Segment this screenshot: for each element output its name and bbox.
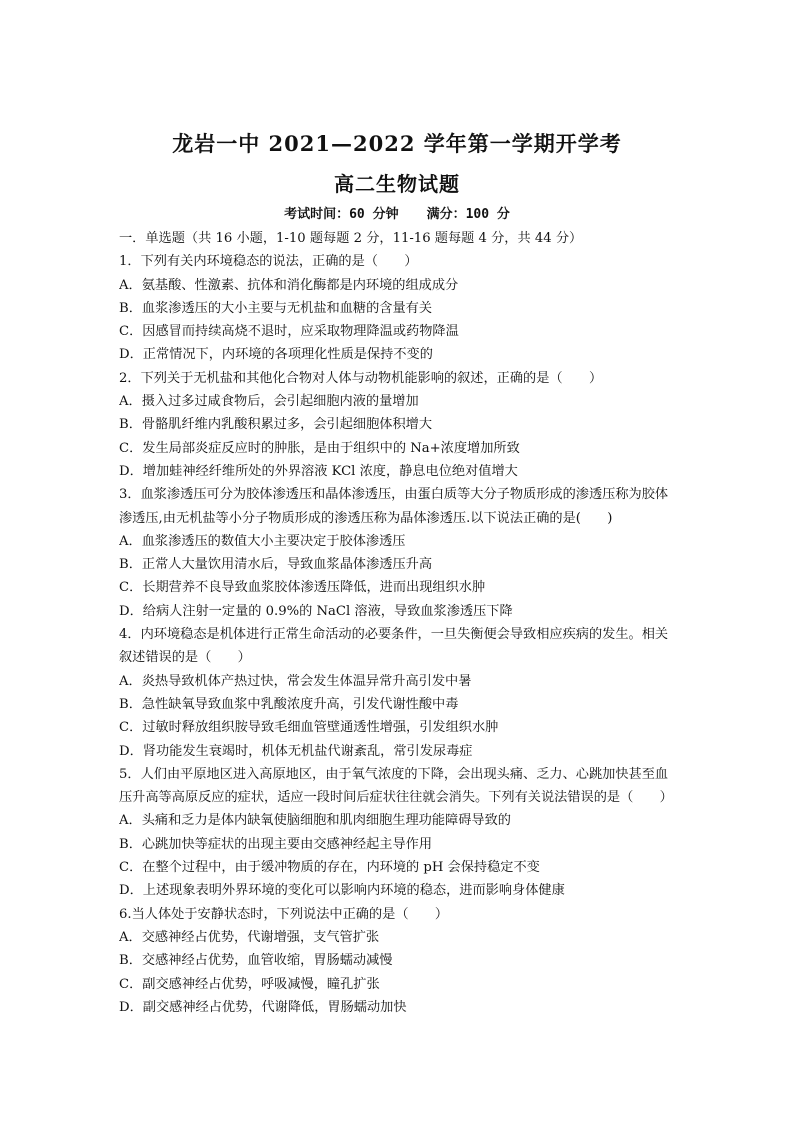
exam-subtitle: 高二生物试题 <box>334 172 460 196</box>
question-2-option-b: B．骨骼肌纤维内乳酸积累过多，会引起细胞体积增大 <box>119 417 433 433</box>
question-5-option-a: A．头痛和乏力是体内缺氧使脑细胞和肌肉细胞生理功能障碍导致的 <box>119 813 511 829</box>
question-3-stem: 3．血浆渗透压可分为胶体渗透压和晶体渗透压，由蛋白质等大分子物质形成的渗透压称为胶体渗透压,由无机盐等小分子物质形成的渗透压称为晶体渗透压.以下说法正确的是( ) <box>119 487 669 526</box>
question-3-option-a: A．血浆渗透压的数值大小主要决定于胶体渗透压 <box>119 533 406 549</box>
question-1-option-b: B．血浆渗透压的大小主要与无机盐和血糖的含量有关 <box>119 300 433 316</box>
question-3-option-d: D．给病人注射一定量的 0.9%的 NaCl 溶液，导致血浆渗透压下降 <box>119 603 513 619</box>
exam-meta <box>0 203 794 222</box>
question-2-stem: 2．下列关于无机盐和其他化合物对人体与动物机能影响的叙述，正确的是（ ） <box>119 370 603 386</box>
question-3-option-c: C．长期营养不良导致血浆胶体渗透压降低，进而出现组织水肿 <box>119 580 486 596</box>
question-5-option-c: C．在整个过程中，由于缓冲物质的存在，内环境的 pH 会保持稳定不变 <box>119 860 540 876</box>
question-list <box>119 227 679 1019</box>
exam-time: 考试时间：60 分钟 <box>284 207 399 222</box>
question-6-option-d: D．副交感神经占优势，代谢降低，胃肠蠕动加快 <box>119 999 407 1015</box>
question-4-option-c: C．过敏时释放组织胺导致毛细血管壁通透性增强，引发组织水肿 <box>119 720 499 736</box>
question-6-option-a: A．交感神经占优势，代谢增强，支气管扩张 <box>119 929 380 945</box>
question-5-option-d: D．上述现象表明外界环境的变化可以影响内环境的稳态，进而影响身体健康 <box>119 883 565 899</box>
exam-score: 满分：100 分 <box>426 207 510 222</box>
section-heading: 一．单选题（共 16 小题，1-10 题每题 2 分，11-16 题每题 4 分，共 44 分） <box>119 231 583 246</box>
question-2-option-d: D．增加蛙神经纤维所处的外界溶液 KCl 浓度，静息电位绝对值增大 <box>119 463 518 479</box>
question-5-option-b: B．心跳加快等症状的出现主要由交感神经起主导作用 <box>119 836 433 852</box>
question-6-option-c: C．副交感神经占优势，呼吸减慢，瞳孔扩张 <box>119 976 380 992</box>
question-2-option-c: C．发生局部炎症反应时的肿胀，是由于组织中的 Na+浓度增加所致 <box>119 440 520 456</box>
question-1-option-d: D．正常情况下，内环境的各项理化性质是保持不变的 <box>119 347 433 363</box>
question-1-stem: 1．下列有关内环境稳态的说法，正确的是（ ） <box>119 254 418 270</box>
question-6-stem: 6.当人体处于安静状态时，下列说法中正确的是（ ） <box>119 906 449 922</box>
question-2-option-a: A．摄入过多过咸食物后，会引起细胞内液的量增加 <box>119 394 419 410</box>
question-1-option-a: A．氨基酸、性激素、抗体和消化酶都是内环境的组成成分 <box>119 277 459 293</box>
question-3-option-b: B．正常人大量饮用清水后，导致血浆晶体渗透压升高 <box>119 557 433 573</box>
question-4-option-b: B．急性缺氧导致血浆中乳酸浓度升高，引发代谢性酸中毒 <box>119 696 459 712</box>
question-1-option-c: C．因感冒而持续高烧不退时，应采取物理降温或药物降温 <box>119 324 459 340</box>
exam-title: 龙岩一中 2021—2022 学年第一学期开学考 <box>172 131 622 156</box>
question-4-stem: 4．内环境稳态是机体进行正常生命活动的必要条件，一旦失衡便会导致相应疾病的发生。相关叙述错误的是（ ） <box>119 627 669 666</box>
question-4-option-d: D．肾功能发生衰竭时，机体无机盐代谢紊乱，常引发尿毒症 <box>119 743 473 759</box>
question-4-option-a: A．炎热导致机体产热过快，常会发生体温异常升高引发中暑 <box>119 673 472 689</box>
question-5-stem: 5．人们由平原地区进入高原地区，由于氧气浓度的下降，会出现头痛、乏力、心跳加快甚至血压升高等高原反应的症状，适应一段时间后症状往往就会消失。下列有关说法错误的是（ ） <box>119 766 673 806</box>
question-6-option-b: B．交感神经占优势，血管收缩，胃肠蠕动减慢 <box>119 953 393 969</box>
